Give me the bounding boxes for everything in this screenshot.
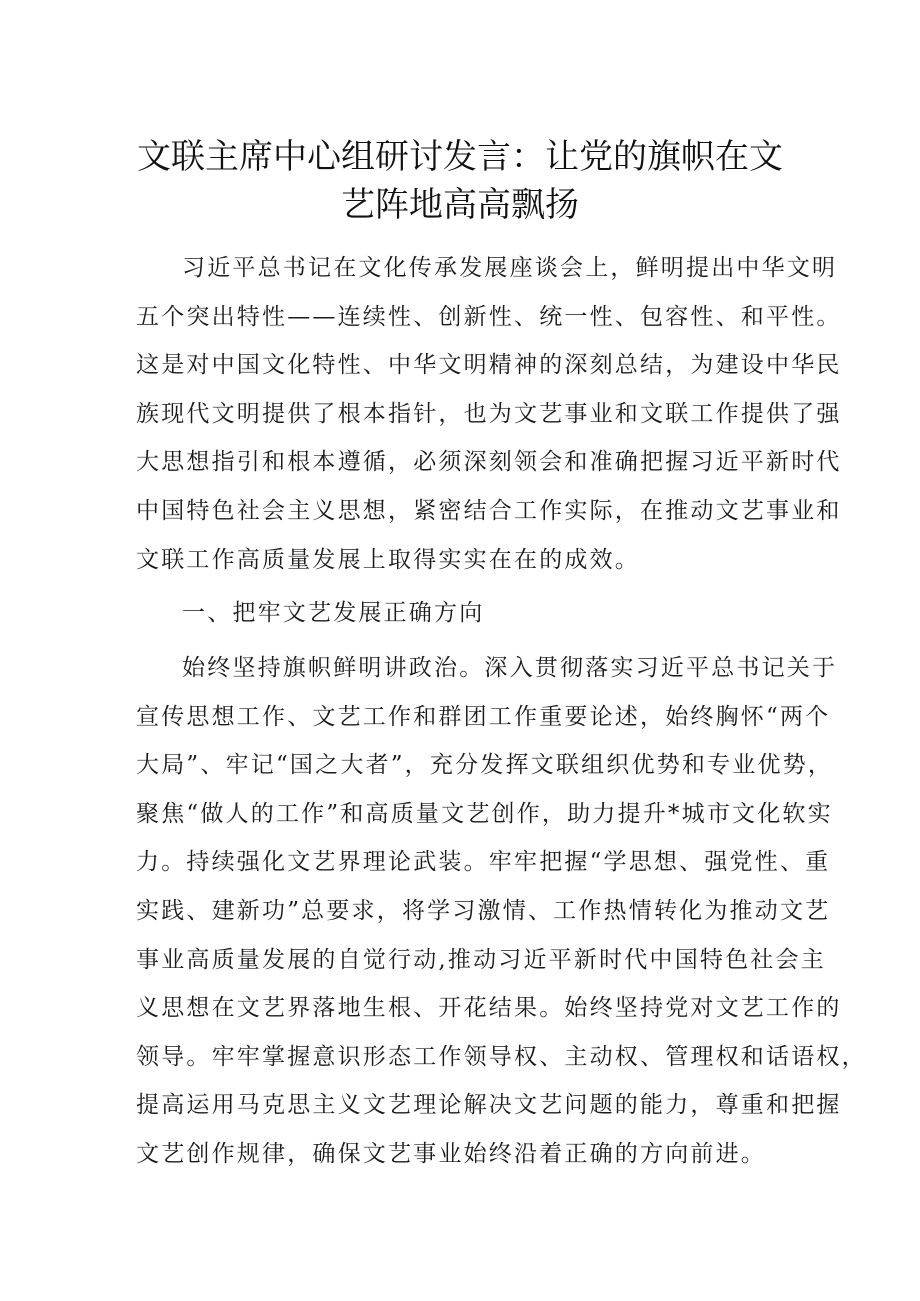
paragraph-line: 大局”、牢记“国之大者”，充分发挥文联组织优势和专业优势， [136, 752, 834, 779]
paragraph-line: 领导。牢牢掌握意识形态工作领导权、主动权、管理权和话语权， [136, 1043, 867, 1070]
paragraph-line: 大思想指引和根本遵循，必须深刻领会和准确把握习近平新时代 [136, 449, 842, 476]
paragraph-line: 力。持续强化文艺界理论武装。牢牢把握“学思想、强党性、重 [136, 849, 831, 876]
paragraph-line: 中国特色社会主义思想，紧密结合工作实际，在推动文艺事业和 [136, 497, 842, 524]
document-title [128, 133, 792, 229]
paragraph-line: 习近平总书记在文化传承发展座谈会上，鲜明提出中华文明 [182, 255, 838, 281]
paragraph-line: 这是对中国文化特性、中华文明精神的深刻总结，为建设中华民 [136, 352, 842, 379]
paragraph-line: 实践、建新功”总要求，将学习激情、工作热情转化为推动文艺 [136, 897, 831, 924]
paragraph-line: 事业高质量发展的自觉行动,推动习近平新时代中国特色社会主 [136, 946, 826, 973]
paragraph-line: 五个突出特性——连续性、创新性、统一性、包容性、和平性。 [136, 303, 842, 330]
section-heading [136, 589, 784, 638]
paragraph-line: 始终坚持旗帜鲜明讲政治。深入贯彻落实习近平总书记关于 [182, 655, 838, 681]
document-title-line: 文联主席中心组研讨发言：让党的旗帜在文 [137, 137, 783, 177]
paragraph-line: 文艺创作规律，确保文艺事业始终沿着正确的方向前进。 [136, 1140, 766, 1167]
paragraph-line: 族现代文明提供了根本指针，也为文艺事业和文联工作提供了强 [136, 400, 842, 427]
paragraph-line: 义思想在文艺界落地生根、开花结果。始终坚持党对文艺工作的 [136, 995, 842, 1022]
section-heading-text: 一、把牢文艺发展正确方向 [182, 600, 485, 626]
paragraph-line: 文联工作高质量发展上取得实实在在的成效。 [136, 546, 640, 573]
paragraph-line: 宣传思想工作、文艺工作和群团工作重要论述，始终胸怀“两个 [136, 703, 831, 730]
document-title-line: 艺阵地高高飘扬 [341, 185, 579, 225]
body-paragraph [136, 644, 867, 1179]
paragraph-line: 聚焦“做人的工作”和高质量文艺创作，助力提升*城市文化软实 [136, 800, 833, 827]
paragraph-line: 提高运用马克思主义文艺理论解决文艺问题的能力，尊重和把握 [136, 1092, 842, 1119]
intro-paragraph [136, 244, 842, 584]
